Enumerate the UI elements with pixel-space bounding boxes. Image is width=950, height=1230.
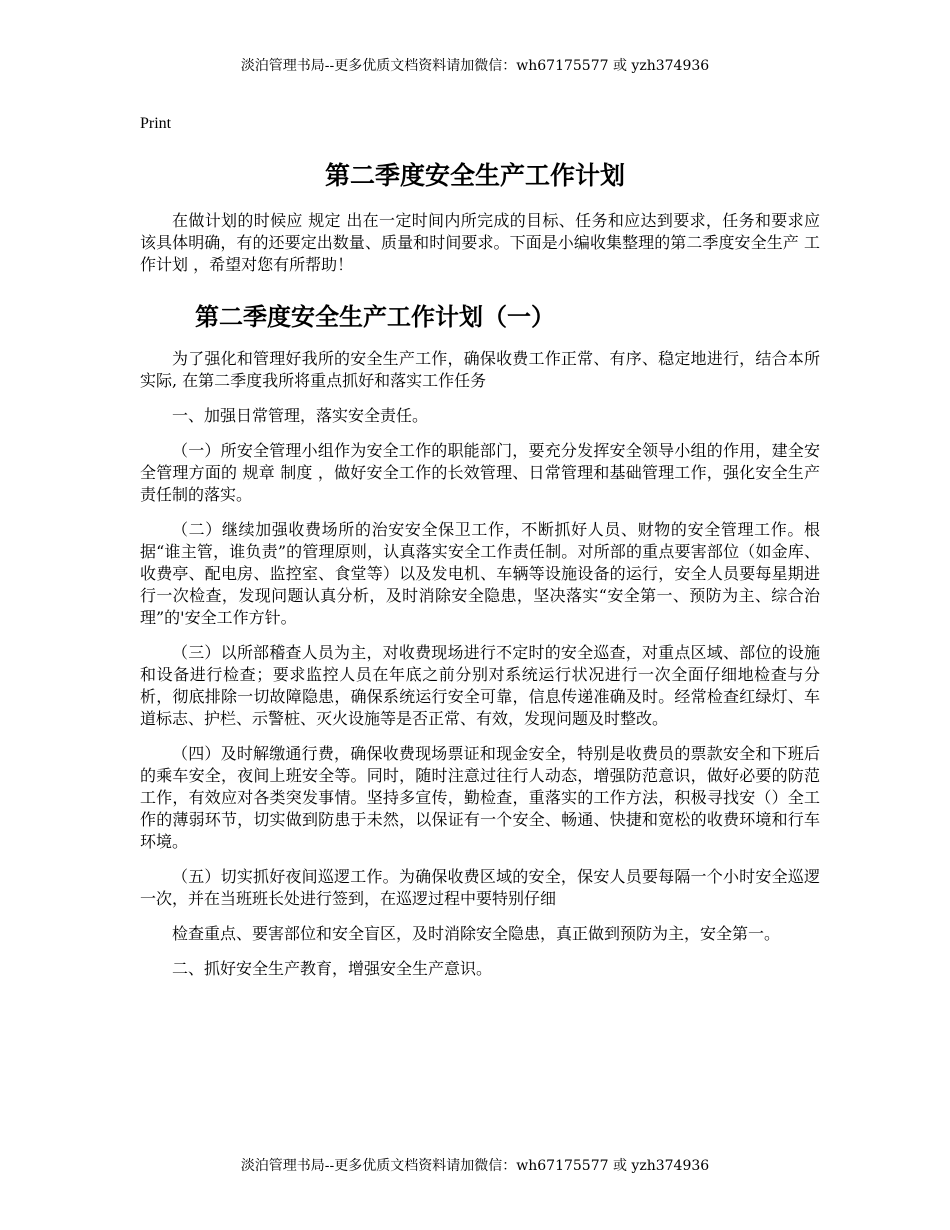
body-paragraph: （一）所安全管理小组作为安全工作的职能部门，要充分发挥安全领导小组的作用，建全安全管理方面的 规章 制度 ，做好安全工作的长效管理、日常管理和基础管理工作，强化安全生产责任制的落实。	[140, 441, 820, 504]
page-header: 淡泊管理书局--更多优质文档资料请加微信：wh67175577 或 yzh374936	[240, 58, 710, 74]
body-paragraph: 一、加强日常管理，落实安全责任。	[172, 406, 429, 425]
document-body	[140, 210, 820, 980]
intro-paragraph: 在做计划的时候应 规定 出在一定时间内所完成的目标、任务和应达到要求，任务和要求应该具体明确，有的还要定出数量、质量和时间要求。下面是小编收集整理的第二季度安全生产 工作计划 ，希望对您有所帮助！	[140, 211, 820, 274]
body-paragraph: （五）切实抓好夜间巡逻工作。为确保收费区域的安全，保安人员要每隔一个小时安全巡逻一次，并在当班班长处进行签到，在巡逻过程中要特别仔细	[140, 867, 820, 908]
section-heading: 第二季度安全生产工作计划（一）	[195, 303, 555, 331]
body-paragraph: 检查重点、要害部位和安全盲区，及时消除安全隐患，真正做到预防为主，安全第一。	[172, 924, 781, 943]
print-label: Print	[140, 115, 172, 132]
document-title: 第二季度安全生产工作计划	[324, 161, 625, 190]
body-paragraph: 为了强化和管理好我所的安全生产工作，确保收费工作正常、有序、稳定地进行，结合本所实际, 在第二季度我所将重点抓好和落实工作任务	[140, 349, 820, 390]
body-paragraph: 二、抓好安全生产教育，增强安全生产意识。	[172, 959, 493, 978]
body-paragraph: （四）及时解缴通行费，确保收费现场票证和现金安全，特别是收费员的票款安全和下班后的乘车安全，夜间上班安全等。同时，随时注意过往行人动态，增强防范意识，做好必要的防范工作，有效应对各类突发事情。坚持多宣传，勤检查，重落实的工作方法，积极寻找安（）全工作的薄弱环节，切实做到防患于未然，以保证有一个安全、畅通、快捷和宽松的收费环境和行车环境。	[140, 744, 820, 851]
page-footer: 淡泊管理书局--更多优质文档资料请加微信：wh67175577 或 yzh374936	[240, 1158, 710, 1174]
body-paragraph: （三）以所部稽查人员为主，对收费现场进行不定时的安全巡查，对重点区域、部位的设施和设备进行检查；要求监控人员在年底之前分别对系统运行状况进行一次全面仔细地检查与分析，彻底排除一切故障隐患，确保系统运行安全可靠，信息传递准确及时。经常检查红绿灯、车道标志、护栏、示警桩、灭火设施等是否正常、有效，发现问题及时整改。	[140, 643, 820, 728]
body-paragraph: （二）继续加强收费场所的治安安全保卫工作，不断抓好人员、财物的安全管理工作。根据“谁主管，谁负责”的管理原则，认真落实安全工作责任制。对所部的重点要害部位（如金库、收费亭、配电房、监控室、食堂等）以及发电机、车辆等设施设备的运行，安全人员要每星期进行一次检查，发现问题认真分析，及时消除安全隐患，坚决落实“安全第一、预防为主、综合治理”的'安全工作方针。	[140, 520, 820, 627]
